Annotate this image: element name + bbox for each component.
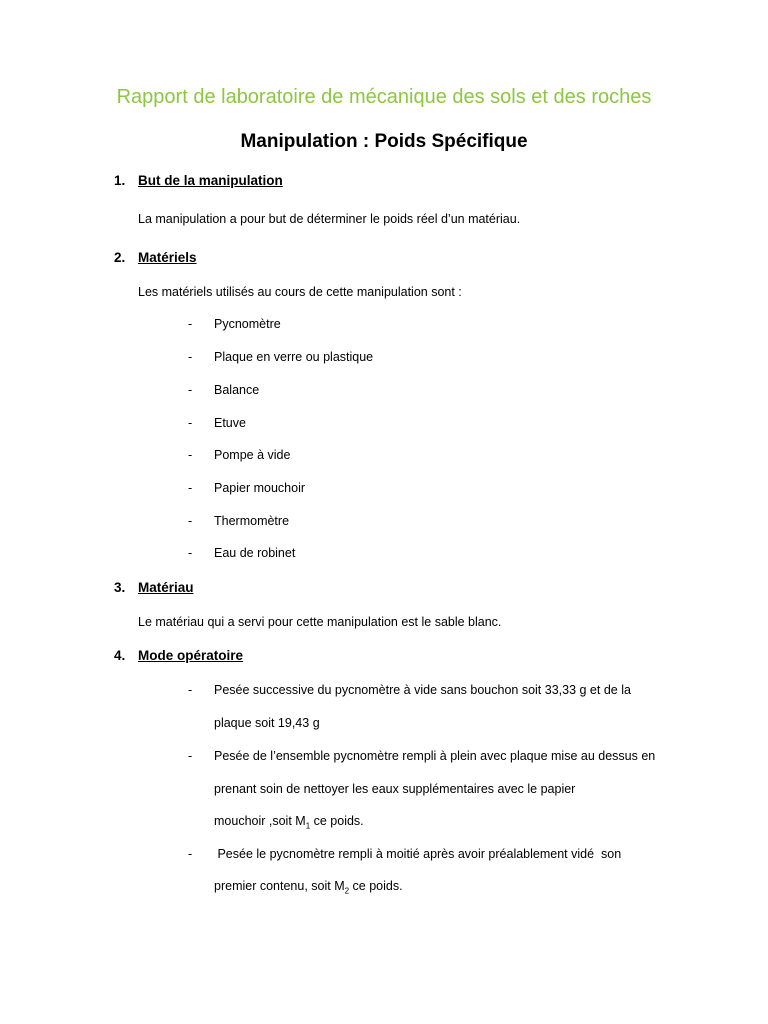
step-text-part: ce poids. xyxy=(349,879,403,893)
bullet-dash: - xyxy=(188,481,193,495)
list-item xyxy=(188,546,295,560)
report-title: Rapport de laboratoire de mécanique des sols et des roches xyxy=(116,86,652,108)
step-text-continuation xyxy=(214,814,364,831)
step-text: Pesée de l’ensemble pycnomètre rempli à plein avec plaque mise au dessus en xyxy=(214,749,656,763)
list-item xyxy=(188,481,305,495)
section-text-materiau: Le matériau qui a servi pour cette manipulation est le sable blanc. xyxy=(138,615,502,629)
step-text-part: premier contenu, soit M xyxy=(214,879,345,893)
manipulation-title: Manipulation : Poids Spécifique xyxy=(240,131,528,152)
list-item-text: Plaque en verre ou plastique xyxy=(214,350,374,364)
list-item-text: Eau de robinet xyxy=(214,546,296,560)
list-item xyxy=(188,514,289,528)
section-number: 1. xyxy=(114,173,126,188)
bullet-dash: - xyxy=(188,683,193,697)
list-item xyxy=(188,383,259,397)
step-text-part: ce poids. xyxy=(310,814,364,828)
list-item xyxy=(188,416,246,430)
section-heading-mode-operatoire xyxy=(114,648,243,663)
bullet-dash: - xyxy=(188,847,193,861)
section-text-materiels: Les matériels utilisés au cours de cette manipulation sont : xyxy=(138,285,462,299)
step-text-continuation: prenant soin de nettoyer les eaux supplémentaires avec le papier xyxy=(214,782,576,796)
list-item xyxy=(188,350,373,364)
bullet-dash: - xyxy=(188,350,193,364)
section-title: Matériau xyxy=(138,580,194,595)
list-item xyxy=(188,448,290,462)
step-item xyxy=(188,847,621,861)
section-title: But de la manipulation xyxy=(138,173,283,188)
bullet-dash: - xyxy=(188,448,193,462)
bullet-dash: - xyxy=(188,749,193,763)
list-item-text: Balance xyxy=(214,383,260,397)
subscript: 2 xyxy=(344,886,350,896)
list-item-text: Pycnomètre xyxy=(214,317,281,331)
bullet-dash: - xyxy=(188,514,193,528)
list-item-text: Etuve xyxy=(214,416,246,430)
section-heading-but xyxy=(114,173,283,188)
step-text-part: mouchoir ,soit M xyxy=(214,814,306,828)
section-number: 3. xyxy=(114,580,126,595)
step-text-continuation: plaque soit 19,43 g xyxy=(214,716,320,730)
step-text: Pesée successive du pycnomètre à vide sans bouchon soit 33,33 g et de la xyxy=(214,683,631,697)
list-item-text: Papier mouchoir xyxy=(214,481,306,495)
section-heading-materiels xyxy=(114,250,197,265)
step-item xyxy=(188,683,631,697)
section-heading-materiau xyxy=(114,580,194,595)
bullet-dash: - xyxy=(188,546,193,560)
bullet-dash: - xyxy=(188,416,193,430)
step-text-continuation xyxy=(214,879,403,896)
section-number: 2. xyxy=(114,250,126,265)
bullet-dash: - xyxy=(188,317,193,331)
section-title: Matériels xyxy=(138,250,197,265)
list-item xyxy=(188,317,281,331)
section-number: 4. xyxy=(114,648,126,663)
subscript: 1 xyxy=(305,821,311,831)
step-item xyxy=(188,749,655,763)
section-title: Mode opératoire xyxy=(138,648,244,663)
bullet-dash: - xyxy=(188,383,193,397)
list-item-text: Thermomètre xyxy=(214,514,290,528)
list-item-text: Pompe à vide xyxy=(214,448,291,462)
section-text-but: La manipulation a pour but de déterminer le poids réel d’un matériau. xyxy=(138,212,521,226)
step-text: Pesée le pycnomètre rempli à moitié après avoir préalablement vidé son xyxy=(214,847,622,861)
